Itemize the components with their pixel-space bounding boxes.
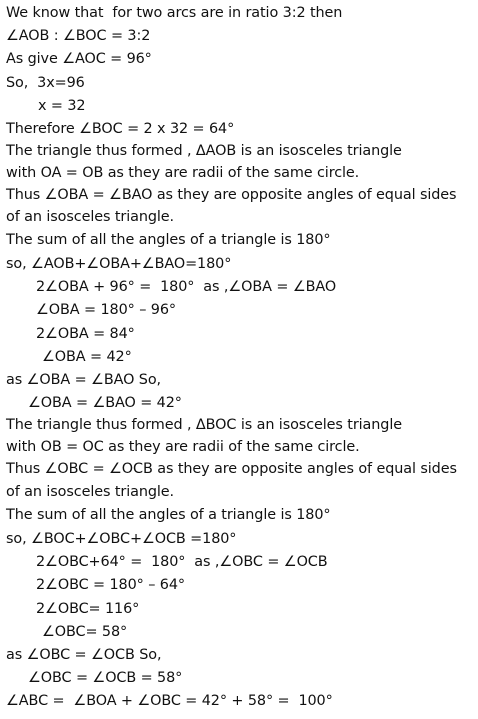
text-line: Thus ∠OBA = ∠BAO as they are opposite angles of equal sides — [6, 187, 457, 203]
text-line: ∠OBA = 42° — [42, 349, 132, 365]
text-line: As give ∠AOC = 96° — [6, 51, 152, 67]
text-line: ∠OBC= 58° — [42, 624, 128, 640]
text-line: ∠OBA = ∠BAO = 42° — [28, 395, 182, 411]
text-line: ∠ABC = ∠BOA + ∠OBC = 42° + 58° = 100° — [6, 693, 333, 709]
text-line: x = 32 — [38, 98, 86, 114]
text-line: We know that for two arcs are in ratio 3:2 then — [6, 5, 343, 21]
text-line: of an isosceles triangle. — [6, 209, 175, 225]
text-line: so, ∠AOB+∠OBA+∠BAO=180° — [6, 256, 232, 272]
text-line: ∠OBC = ∠OCB = 58° — [28, 670, 183, 686]
text-line: as ∠OBA = ∠BAO So, — [6, 372, 162, 388]
text-line: 2∠OBC = 180° – 64° — [36, 577, 185, 593]
text-line: 2∠OBA + 96° = 180° as ,∠OBA = ∠BAO — [36, 279, 337, 295]
text-line: The triangle thus formed , ΔAOB is an isosceles triangle — [6, 143, 402, 159]
text-line: Thus ∠OBC = ∠OCB as they are opposite angles of equal sides — [6, 461, 457, 477]
text-line: 2∠OBC= 116° — [36, 601, 140, 617]
text-line: as ∠OBC = ∠OCB So, — [6, 647, 162, 663]
text-line: The sum of all the angles of a triangle is 180° — [6, 232, 331, 248]
text-line: 2∠OBC+64° = 180° as ,∠OBC = ∠OCB — [36, 554, 328, 570]
text-line: of an isosceles triangle. — [6, 484, 175, 500]
text-line: ∠AOB : ∠BOC = 3:2 — [6, 28, 151, 44]
text-line: so, ∠BOC+∠OBC+∠OCB =180° — [6, 531, 237, 547]
text-line: with OB = OC as they are radii of the same circle. — [6, 439, 360, 455]
text-line: The sum of all the angles of a triangle is 180° — [6, 507, 331, 523]
text-line: 2∠OBA = 84° — [36, 326, 135, 342]
text-line: So, 3x=96 — [6, 75, 85, 91]
text-line: Therefore ∠BOC = 2 x 32 = 64° — [6, 121, 235, 137]
text-line: ∠OBA = 180° – 96° — [36, 302, 176, 318]
text-line: The triangle thus formed , ΔBOC is an isosceles triangle — [6, 417, 402, 433]
text-line: with OA = OB as they are radii of the same circle. — [6, 165, 360, 181]
